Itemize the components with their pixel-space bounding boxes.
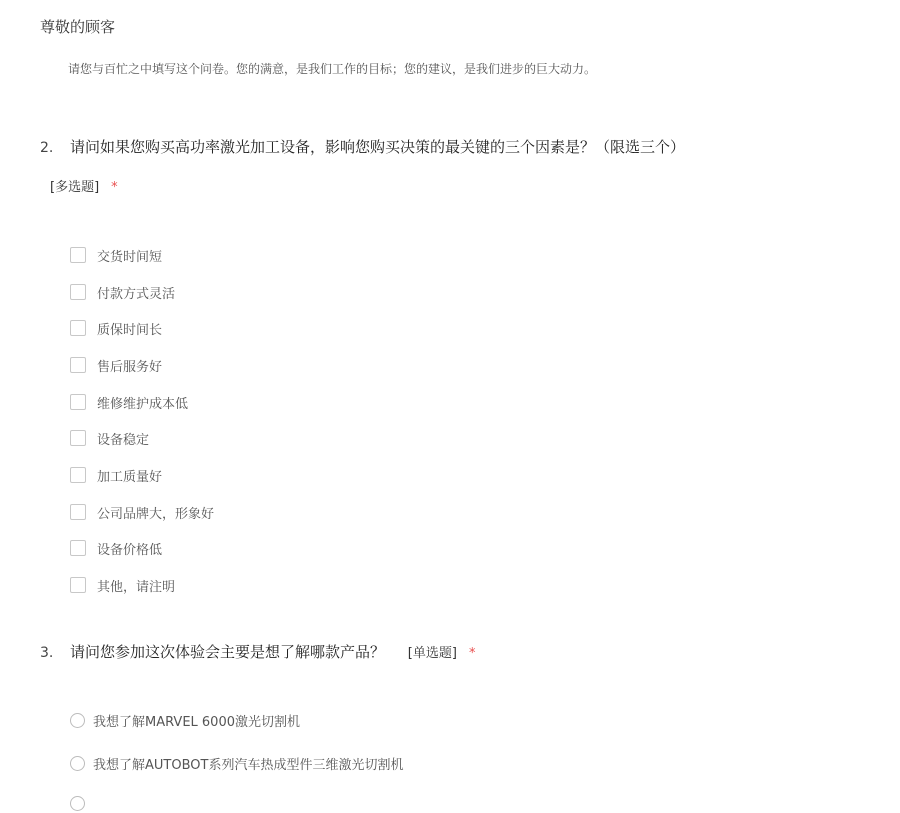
greeting-title: 尊敬的顾客 [40,18,116,36]
question-type-label: [单选题] [407,646,457,661]
q3-option-partial[interactable] [70,793,93,813]
checkbox[interactable] [70,430,86,446]
option-label: 售后服务好 [97,359,163,375]
question-type-label: [多选题] [50,180,100,195]
option-label: 我想了解AUTOBOT系列汽车热成型件三维激光切割机 [93,757,404,773]
checkbox[interactable] [70,394,86,410]
q3-option[interactable] [70,710,300,730]
required-marker: * [111,180,118,195]
q2-option[interactable] [70,392,188,412]
q2-option[interactable] [70,245,162,265]
checkbox[interactable] [70,284,86,300]
option-label: 付款方式灵活 [97,286,176,302]
q2-option[interactable] [70,538,162,558]
option-label: 交货时间短 [97,249,163,265]
q2-option[interactable] [70,428,149,448]
checkbox[interactable] [70,504,86,520]
q2-option[interactable] [70,282,175,302]
question-number: 2. [40,140,54,156]
q2-option[interactable] [70,355,162,375]
checkbox[interactable] [70,357,86,373]
intro-text: 请您与百忙之中填写这个问卷。您的满意，是我们工作的目标；您的建议，是我们进步的巨大动力。 [68,62,597,76]
option-label: 维修维护成本低 [97,396,189,412]
checkbox[interactable] [70,247,86,263]
option-label: 其他，请注明 [97,579,176,595]
option-label: 加工质量好 [97,469,163,485]
option-label: 我想了解MARVEL 6000激光切割机 [93,714,300,730]
radio-button[interactable] [70,756,85,771]
option-label: 设备稳定 [97,432,150,448]
radio-button[interactable] [70,796,85,811]
q2-option[interactable] [70,502,214,522]
option-label: 公司品牌大，形象好 [97,506,215,522]
option-label: 质保时间长 [97,322,163,338]
question-text: 请问如果您购买高功率激光加工设备，影响您购买决策的最关键的三个因素是？（限选三个） [70,138,686,156]
checkbox[interactable] [70,320,86,336]
question-number: 3. [40,645,54,661]
q3-option[interactable] [70,753,403,773]
q2-option[interactable] [70,318,162,338]
q2-option[interactable] [70,465,162,485]
checkbox[interactable] [70,467,86,483]
question-3-title [40,641,475,662]
checkbox[interactable] [70,540,86,556]
question-text: 请问您参加这次体验会主要是想了解哪款产品？ [70,643,386,661]
question-2-type [50,176,118,195]
checkbox[interactable] [70,577,86,593]
radio-button[interactable] [70,713,85,728]
required-marker: * [468,646,476,661]
q2-option[interactable] [70,575,175,595]
question-2-title [40,136,685,157]
option-label: 设备价格低 [97,542,163,558]
